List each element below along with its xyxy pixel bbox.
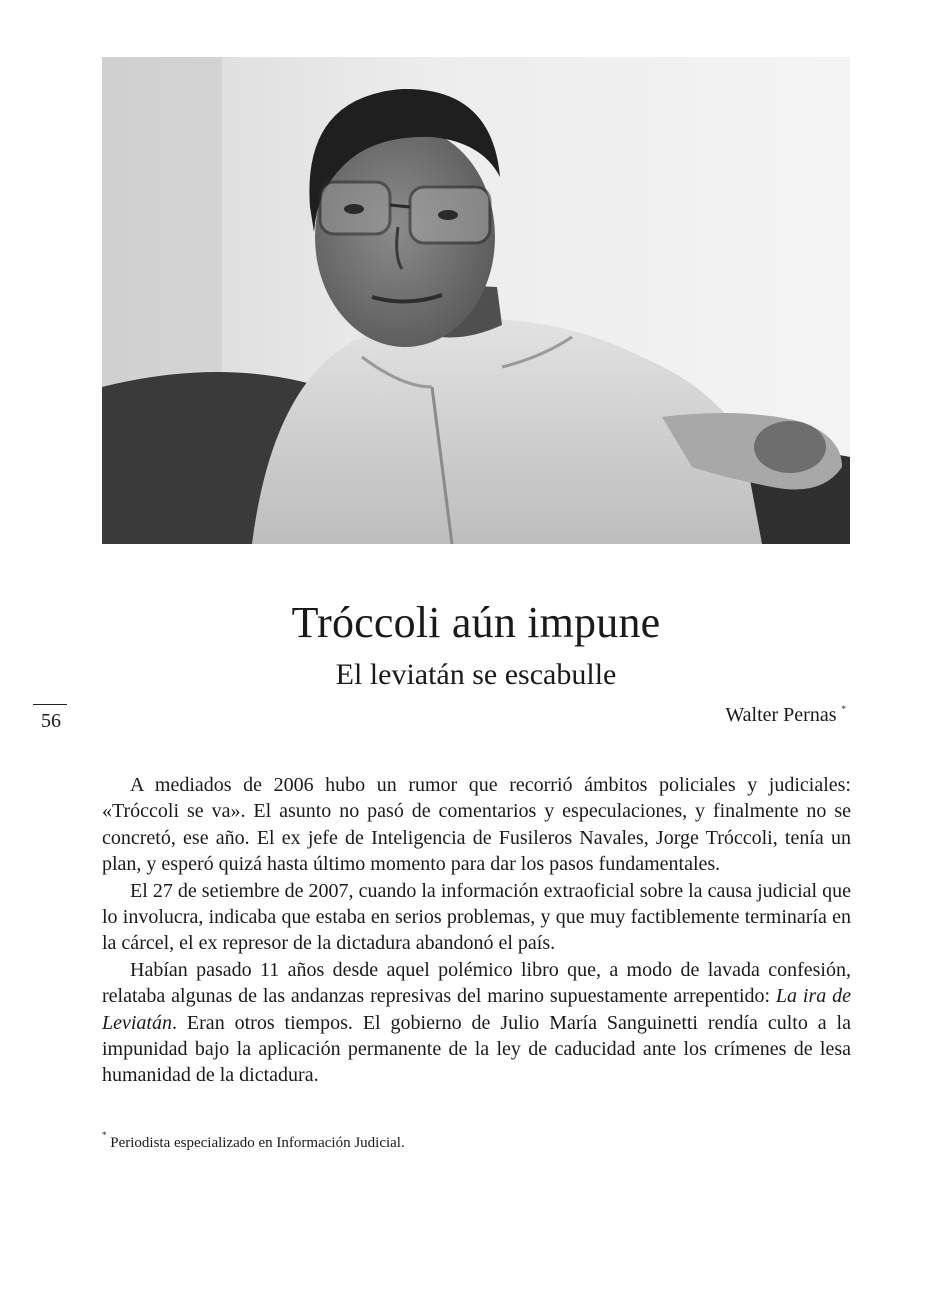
paragraph-3-text-start: Habían pasado 11 años desde aquel polémico libro que, a modo de lavada confesión, relataba algunas de las andanzas represivas del marino supuestamente arrepentido: bbox=[102, 958, 851, 1008]
article-subtitle: El leviatán se escabulle bbox=[335, 658, 617, 691]
page-number: 56 bbox=[41, 710, 61, 732]
footnote bbox=[102, 1130, 850, 1153]
article-body bbox=[102, 772, 851, 1089]
paragraph-1 bbox=[102, 772, 851, 878]
paragraph-3-text-end: . Eran otros tiempos. El gobierno de Julio María Sanguinetti rendía culto a la impunidad bajo la aplicación permanente de la ley de caducidad ante los crímenes de lesa humanidad de la dictadura. bbox=[102, 1011, 851, 1087]
author-footnote-marker: * bbox=[841, 704, 846, 714]
paragraph-1-text: A mediados de 2006 hubo un rumor que recorrió ámbitos policiales y judiciales: «Tróccoli se va». El asunto no pasó de comentarios y especulaciones, y finalmente no se concretó, ese año. El ex jefe de Inteligencia de Fusileros Navales, Jorge Tróccoli, tenía un plan, y esperó quizá hasta último momento para dar los pasos fundamentales. bbox=[102, 774, 851, 876]
author-name: Walter Pernas bbox=[725, 704, 837, 726]
paragraph-2-text: El 27 de setiembre de 2007, cuando la información extraoficial sobre la causa judicial que lo involucra, indicaba que estaba en serios problemas, y que muy factiblemente terminaría en la cárcel, el ex represor de la dictadura abandonó el país. bbox=[102, 879, 851, 955]
paragraph-2 bbox=[102, 878, 851, 957]
footnote-text: Periodista especializado en Información Judicial. bbox=[110, 1135, 405, 1151]
page-number-rule bbox=[33, 704, 67, 705]
article-title: Tróccoli aún impune bbox=[291, 598, 661, 647]
author-byline bbox=[725, 702, 846, 728]
book-title: La ira de Leviatán bbox=[102, 985, 851, 1034]
footnote-marker: * bbox=[102, 1130, 107, 1140]
portrait-photo bbox=[102, 57, 850, 544]
paragraph-3 bbox=[102, 957, 851, 1089]
